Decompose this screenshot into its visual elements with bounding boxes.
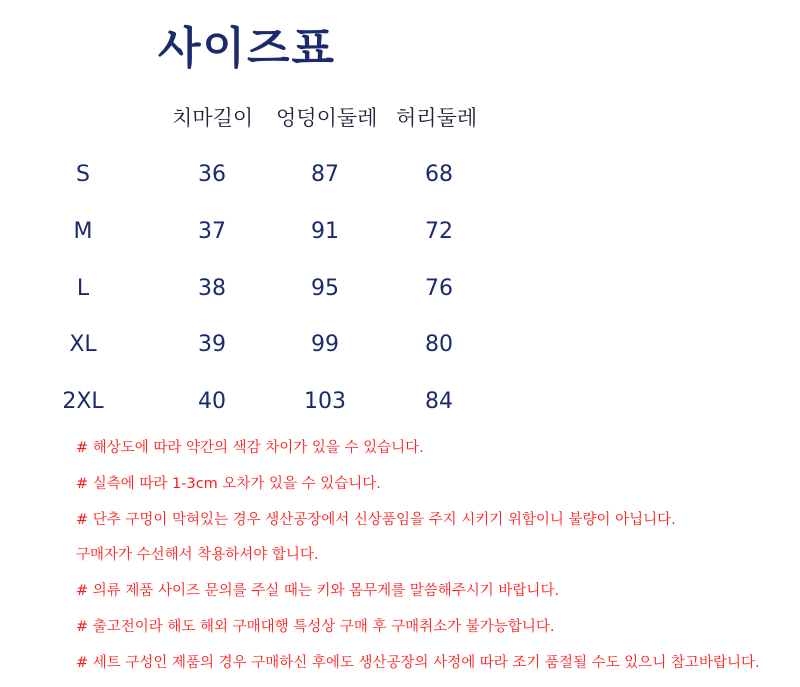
- table-cell: 91: [311, 219, 339, 244]
- table-cell: 40: [198, 389, 226, 414]
- note-measurement-error: # 실측에 따라 1-3cm 오차가 있을 수 있습니다.: [76, 475, 381, 492]
- table-cell: 68: [425, 162, 453, 187]
- table-cell: 103: [304, 389, 346, 414]
- table-cell: 84: [425, 389, 453, 414]
- header-hip: 엉덩이둘레: [276, 106, 378, 130]
- table-cell: 37: [198, 219, 226, 244]
- table-cell: 95: [311, 276, 339, 301]
- table-cell: 80: [425, 332, 453, 357]
- size-label: M: [73, 219, 93, 244]
- notes-list: [76, 436, 760, 687]
- note-buttonhole: # 단추 구멍이 막혀있는 경우 생산공장에서 신상품임을 주지 시키기 위함이니 불량이 아닙니다.: [76, 511, 676, 528]
- size-label: L: [76, 276, 90, 301]
- note-early-soldout: # 세트 구성인 제품의 경우 구매하신 후에도 생산공장의 사정에 따라 조기 품절될 수도 있으니 참고바랍니다.: [76, 654, 760, 671]
- note-color-difference: # 해상도에 따라 약간의 색감 차이가 있을 수 있습니다.: [76, 440, 424, 456]
- table-cell: 72: [425, 219, 453, 244]
- size-label: S: [76, 162, 90, 187]
- table-cell: 87: [311, 162, 339, 187]
- size-label: XL: [69, 332, 97, 357]
- note-alteration: 구매자가 수선해서 착용하셔야 합니다.: [76, 547, 319, 564]
- header-skirt-length: 치마길이: [172, 106, 254, 130]
- header-waist: 허리둘레: [396, 106, 478, 130]
- table-cell: 99: [311, 332, 339, 357]
- size-label: 2XL: [62, 389, 104, 414]
- table-cell: 38: [198, 276, 226, 301]
- table-cell: 76: [425, 276, 453, 301]
- page-title: 사이즈표: [158, 23, 337, 74]
- note-size-inquiry: # 의류 제품 사이즈 문의를 주실 때는 키와 몸무게를 말씀해주시기 바랍니다.: [76, 583, 560, 600]
- table-cell: 39: [198, 332, 226, 357]
- note-no-cancel: # 출고전이라 해도 해외 구매대행 특성상 구매 후 구매취소가 불가능합니다.: [76, 618, 555, 635]
- table-cell: 36: [198, 162, 226, 187]
